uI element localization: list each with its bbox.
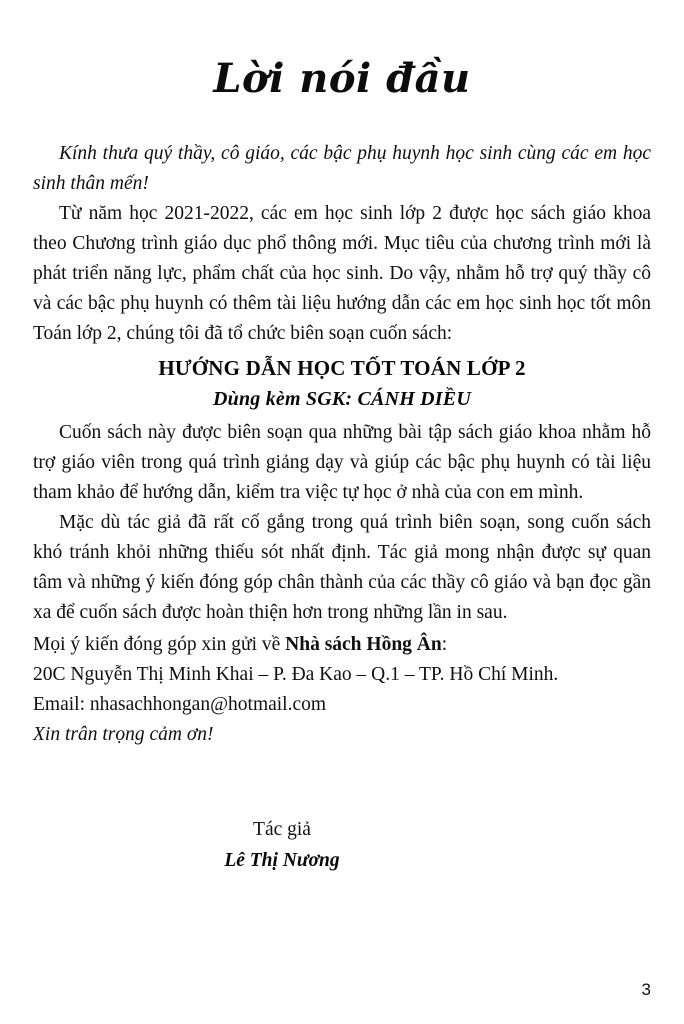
book-title-heading: HƯỚNG DẪN HỌC TỐT TOÁN LỚP 2: [158, 356, 526, 380]
paragraph-greeting: Kính thưa quý thầy, cô giáo, các bậc phụ huynh học sinh cùng các em học sinh thân mến!: [33, 143, 651, 194]
email-line: Email: nhasachhongan@hotmail.com: [33, 694, 327, 715]
page-title: Lời nói đầu: [213, 55, 471, 102]
feedback-prefix-text: Mọi ý kiến đóng góp xin gửi về: [33, 634, 286, 655]
signature-role: Tác giả: [253, 819, 311, 840]
page-number: 3: [641, 980, 651, 999]
contact-block: [33, 628, 651, 750]
feedback-line: [33, 630, 651, 660]
address-line: 20C Nguyễn Thị Minh Khai – P. Đa Kao – Q.1 – TP. Hồ Chí Minh.: [33, 664, 559, 685]
document-body: [33, 111, 651, 876]
publisher-name: Nhà sách Hồng Ân: [285, 634, 442, 655]
signature-name: Lê Thị Nương: [224, 850, 340, 871]
paragraph-apology: Mặc dù tác giả đã rất cố gắng trong quá trình biên soạn, song cuốn sách khó tránh khỏi những thiếu sót nhất định. Tác giả mong nhận được sự quan tâm và những ý kiến đóng góp chân thành của các thầy cô giáo và bạn đọc gần xa để cuốn sách được hoàn thiện hơn trong những lần in sau.: [33, 512, 651, 623]
feedback-suffix-text: :: [441, 634, 448, 655]
paragraph-purpose: Cuốn sách này được biên soạn qua những bài tập sách giáo khoa nhằm hỗ trợ giáo viên trong quá trình giảng dạy và giúp các bậc phụ huynh có tài liệu tham khảo để hướng dẫn, kiểm tra việc tự học ở nhà của con em mình.: [33, 422, 651, 503]
paragraph-intro: Từ năm học 2021-2022, các em học sinh lớp 2 được học sách giáo khoa theo Chương trình giáo dục phổ thông mới. Mục tiêu của chương trình mới là phát triển năng lực, phẩm chất của học sinh. Do vậy, nhằm hỗ trợ quý thầy cô và các bậc phụ huynh có thêm tài liệu hướng dẫn các em học sinh học tốt môn Toán lớp 2, chúng tôi đã tổ chức biên soạn cuốn sách:: [33, 203, 651, 344]
book-subtitle-heading: Dùng kèm SGK: CÁNH DIỀU: [213, 388, 471, 410]
thanks-line: Xin trân trọng cảm ơn!: [33, 724, 214, 745]
signature-block: [33, 750, 651, 876]
